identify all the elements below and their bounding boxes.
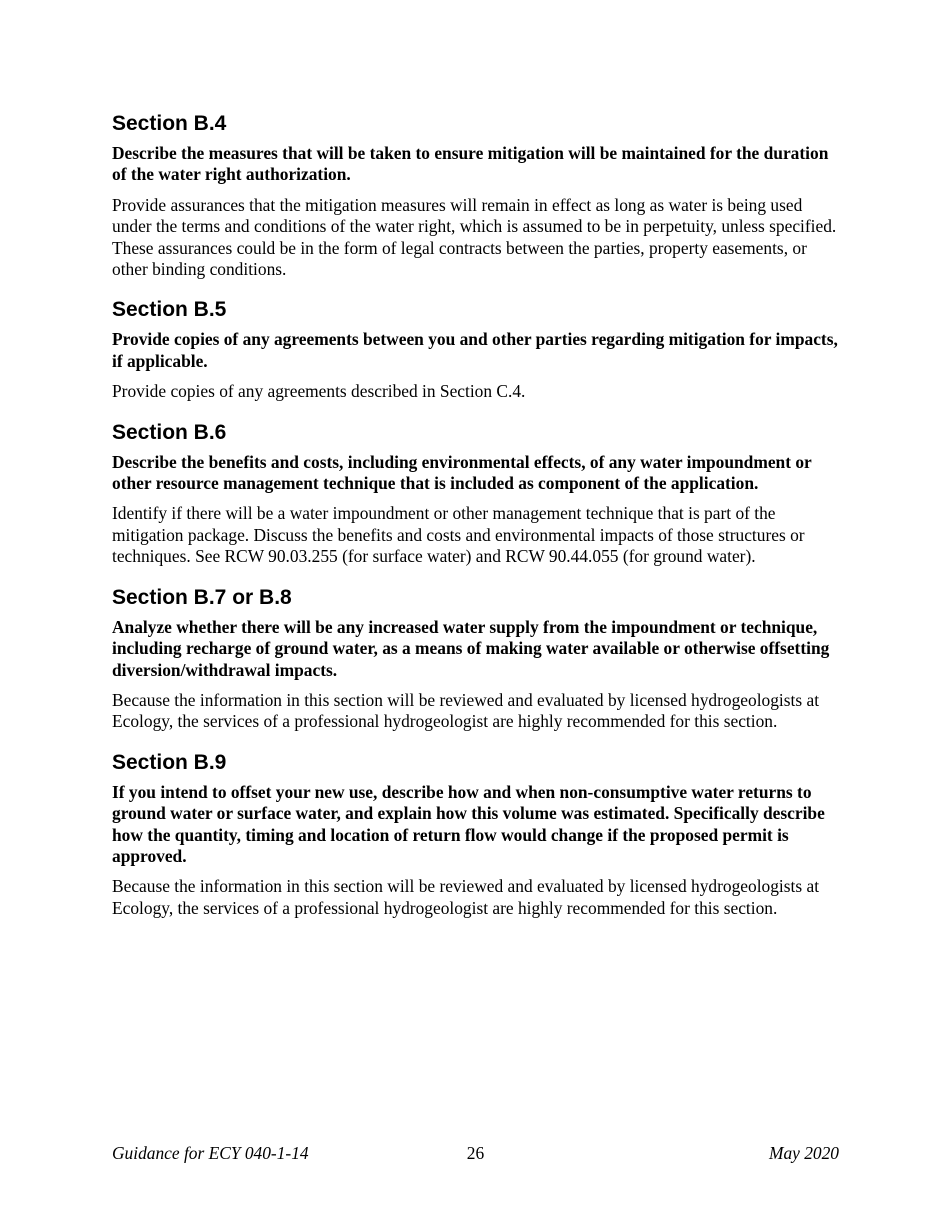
section-prompt: Analyze whether there will be any increased water supply from the impoundment or technique, including recharge of ground water, as a means of making water available or otherwise offsetting diversion/withdrawal impacts. [112,616,830,680]
footer-document-title: Guidance for ECY 040-1-14 [112,1143,309,1163]
section-b7-b8 [112,586,840,733]
section-prompt: Describe the measures that will be taken to ensure mitigation will be maintained for the duration of the water right authorization. [112,143,829,185]
section-prompt: Describe the benefits and costs, including environmental effects, of any water impoundment or other resource management technique that is included as component of the application. [112,451,812,494]
footer-page-number: 26 [466,1143,485,1163]
section-heading: Section B.9 [112,750,227,774]
document-body [112,112,840,937]
section-heading: Section B.7 or B.8 [112,585,292,609]
section-heading: Section B.4 [112,112,227,135]
section-heading: Section B.6 [112,420,227,444]
section-body: Provide copies of any agreements described in Section C.4. [112,381,526,402]
section-body: Because the information in this section will be reviewed and evaluated by licensed hydrogeologists at Ecology, the services of a professional hydrogeologist are highly recommended for this section. [112,876,820,918]
page-footer [112,1143,839,1165]
section-body: Provide assurances that the mitigation measures will remain in effect as long as water is being used under the terms and conditions of the water right, which is assumed to be in perpetuity, unless specified. These assurances could be in the form of legal contracts between the parties, property easements, or other binding conditions. [112,194,837,280]
section-b4 [112,112,840,280]
section-body: Identify if there will be a water impoundment or other management technique that is part of the mitigation package. Discuss the benefits and costs and environmental impacts of those structures or techniques. See RCW 90.03.255 (for surface water) and RCW 90.44.055 (for ground water). [112,503,805,567]
section-b6 [112,421,840,568]
section-b5 [112,298,840,402]
section-prompt: Provide copies of any agreements between you and other parties regarding mitigation for impacts, if applicable. [112,329,838,371]
section-prompt: If you intend to offset your new use, describe how and when non-consumptive water returns to ground water or surface water, and explain how this volume was estimated. Specifically describe how the quantity, timing and location of return flow would change if the proposed permit is approved. [112,781,825,866]
section-heading: Section B.5 [112,298,227,322]
section-body: Because the information in this section will be reviewed and evaluated by licensed hydrogeologists at Ecology, the services of a professional hydrogeologist are highly recommended for this section. [112,689,820,732]
footer-date: May 2020 [768,1143,839,1163]
section-b9 [112,751,840,919]
